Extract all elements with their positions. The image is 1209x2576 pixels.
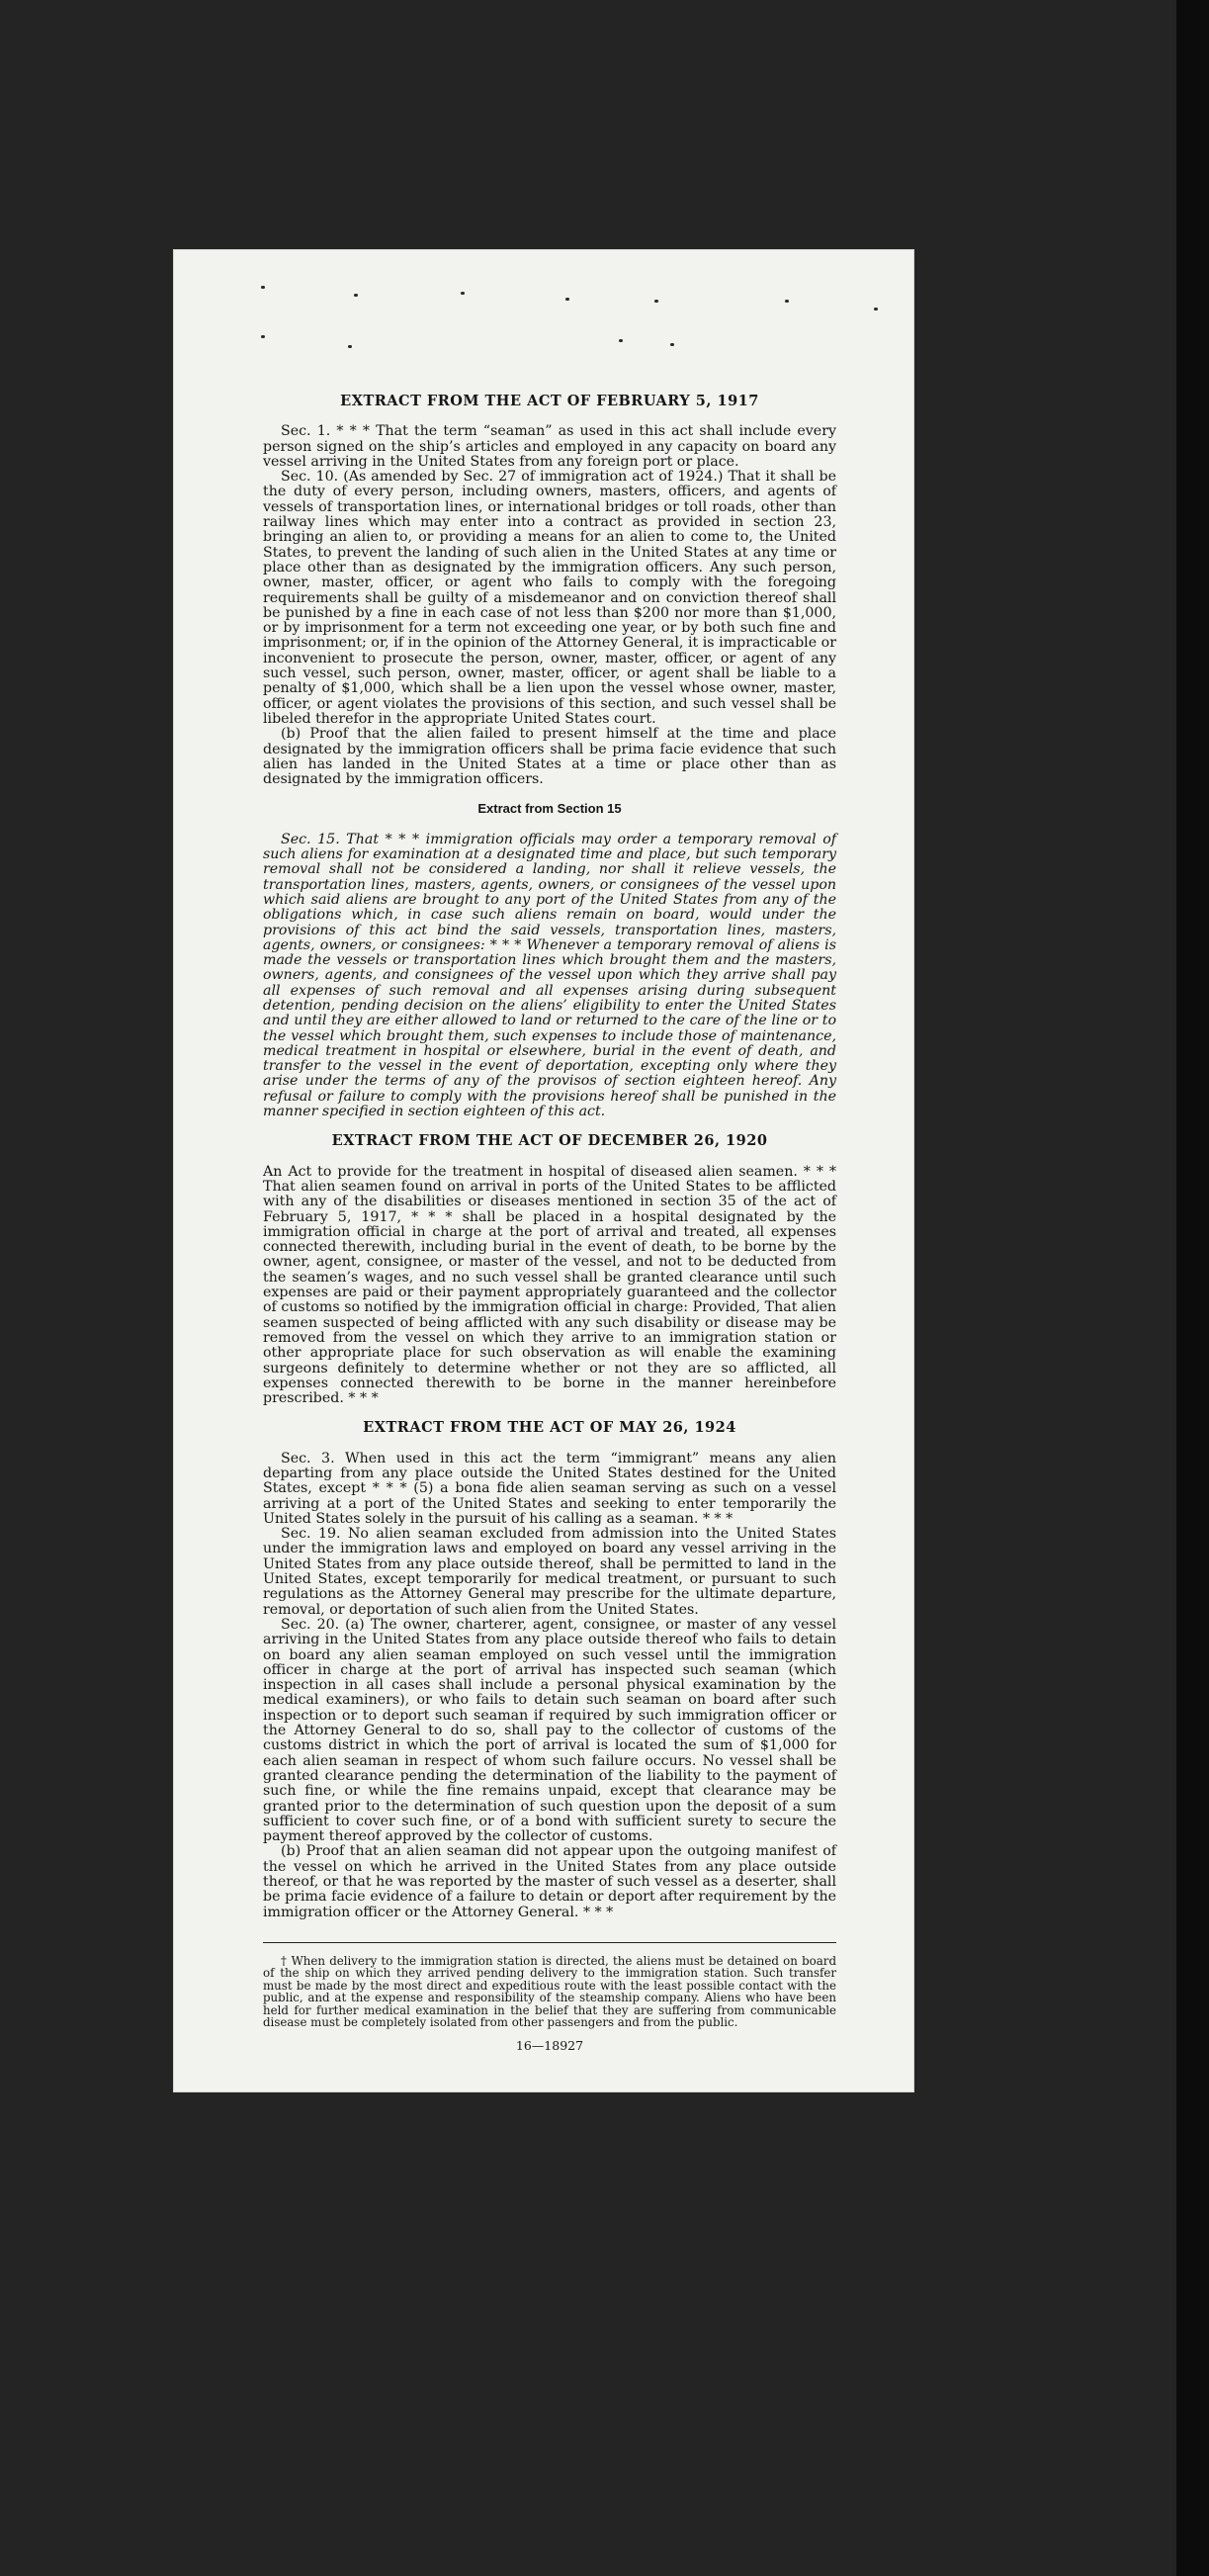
- speck: [348, 345, 352, 348]
- speck: [261, 286, 265, 289]
- paragraph-sec-19: Sec. 19. No alien seaman excluded from admission into the United States under the immigration laws and employed on board any vessel arriving in the United States from any place outside thereof, shall be permitted to land in the United States, except temporarily for medical treatment, or pursuant to such regulations as the Attorney General may prescribe for the ultimate departure, removal, or deportation of such alien from the United States.: [263, 1526, 836, 1618]
- speck: [565, 298, 569, 301]
- paragraph-sec-3: Sec. 3. When used in this act the term “immigrant” means any alien departing from any place outside the United States destined for the United States, except * * * (5) a bona fide alien seaman serving as such on a vessel arriving at a port of the United States and seeking to enter temporarily the United States solely in the pursuit of his calling as a seaman. * * *: [263, 1450, 836, 1527]
- speck: [619, 339, 623, 342]
- speck: [874, 308, 878, 311]
- speck: [354, 294, 358, 297]
- section-heading-1920: EXTRACT FROM THE ACT OF DECEMBER 26, 1920: [331, 1132, 768, 1150]
- speck: [461, 292, 465, 295]
- paragraph-act-1920: An Act to provide for the treatment in hospital of diseased alien seamen. * * * That alien seamen found on arrival in ports of the United States to be afflicted with any of the disabilities or diseases mentioned in section 35 of the act of February 5, 1917, * * * shall be placed in a hospital designated by the immigration official in charge at the port of arrival and treated, all expenses connected therewith, including burial in the event of death, to be borne by the owner, agent, consignee, or master of the vessel, and not to be deducted from the seamen’s wages, and no such vessel shall be granted clearance until such expenses are paid or their payment appropriately guaranteed and the collector of customs so notified by the immigration official in charge: Provided, That alien seamen suspected of being afflicted with any such disability or disease may be removed from the vessel on which they arrive to an immigration station or other appropriate place for such observation as will enable the examining surgeons definitely to determine whether or not they are so afflicted, all expenses connected therewith to be borne in the manner hereinbefore prescribed. * * *: [263, 1163, 836, 1407]
- paragraph-sec-15: Sec. 15. That * * * immigration officials may order a temporary removal of such aliens for examination at a designated time and place, but such temporary removal shall not be considered a landing, nor shall it relieve vessels, the transportation lines, masters, agents, owners, or consignees of the vessel upon which said aliens are brought to any port of the United States from any of the obligations which, in case such aliens remain on board, would under the provisions of this act bind the said vessels, transportation lines, masters, agents, owners, or consignees: * * * Whenever a temporary removal of aliens is made the vessels or transportation lines which brought them and the masters, owners, agents, and consignees of the vessel upon which they arrive shall pay all expenses of such removal and all expenses arising during subsequent detention, pending decision on the aliens’ eligibility to enter the United States and until they are either allowed to land or returned to the care of the line or to the vessel which brought them, such expenses to include those of maintenance, medical treatment in hospital or elsewhere, burial in the event of death, and transfer to the vessel in the event of deportation, excepting only where they arise under the terms of any of the provisos of section eighteen hereof. Any refusal or failure to comply with the provisions hereof shall be punished in the manner specified in section eighteen of this act.: [263, 831, 836, 1120]
- paragraph-sec-10-b: (b) Proof that the alien failed to present himself at the time and place designated by the immigration officers shall be prima facie evidence that such alien has landed in the United States at a time or place other than as designated by the immigration officers.: [263, 726, 836, 788]
- section-heading-1924: EXTRACT FROM THE ACT OF MAY 26, 1924: [363, 1419, 736, 1437]
- print-specks: [174, 250, 913, 379]
- paragraph-sec-1: Sec. 1. * * * That the term “seaman” as used in this act shall include every person signed on the ship’s articles and employed in any capacity on board any vessel arriving in the United States from any foreign port or place.: [263, 423, 836, 470]
- speck: [670, 343, 674, 346]
- scan-border: [1176, 0, 1209, 2576]
- speck: [654, 300, 658, 303]
- speck: [785, 300, 789, 303]
- paragraph-sec-10: Sec. 10. (As amended by Sec. 27 of immigration act of 1924.) That it shall be the duty of every person, including owners, masters, officers, and agents of vessels of transportation lines, or international bridges or toll roads, other than railway lines which may enter into a contract as provided in section 23, bringing an alien to, or providing a means for an alien to come to, the United States, to prevent the landing of such alien in the United States at any time or place other than as designated by the immigration officers. Any such person, owner, master, officer, or agent who fails to comply with the foregoing requirements shall be guilty of a misdemeanor and on conviction thereof shall be punished by a fine in each case of not less than $200 nor more than $1,000, or by imprisonment for a term not exceeding one year, or by both such fine and imprisonment; or, if in the opinion of the Attorney General, it is impracticable or inconvenient to prosecute the person, owner, master, officer, or agent of any such vessel, such person, owner, master, officer, or agent shall be liable to a penalty of $1,000, which shall be a lien upon the vessel whose owner, master, officer, or agent violates the provisions of this section, and such vessel shall be libeled therefor in the appropriate United States court.: [263, 469, 836, 727]
- document-body: [263, 394, 836, 2054]
- subheading-section-15: Extract from Section 15: [477, 801, 622, 817]
- footnote: † When delivery to the immigration station is directed, the aliens must be detained on board of the ship on which they arrived pending delivery to the immigration station. Such transfer must be made by the most direct and expeditious route with the least possible contact with the public, and at the expense and responsibility of the steamship company. Aliens who have been held for further medical examination in the belief that they are suffering from communicable disease must be completely isolated from other passengers and from the public.: [263, 1953, 836, 2029]
- print-code: 16—18927: [515, 2038, 584, 2054]
- document-page: [174, 250, 913, 2091]
- paragraph-sec-20-a: Sec. 20. (a) The owner, charterer, agent, consignee, or master of any vessel arriving in the United States from any place outside thereof who fails to detain on board any alien seaman employed on such vessel until the immigration officer in charge at the port of arrival has inspected such seaman (which inspection in all cases shall include a personal physical examination by the medical examiners), or who fails to detain such seaman on board after such inspection or to deport such seaman if required by such immigration officer or the Attorney General to do so, shall pay to the collector of customs of the customs district in which the port of arrival is located the sum of $1,000 for each alien seaman in respect of whom such failure occurs. No vessel shall be granted clearance pending the determination of the liability to the payment of such fine, or while the fine remains unpaid, except that clearance may be granted prior to the determination of such question upon the deposit of a sum sufficient to cover such fine, or of a bond with sufficient surety to secure the payment thereof approved by the collector of customs.: [263, 1616, 836, 1845]
- speck: [261, 335, 265, 338]
- paragraph-sec-20-b: (b) Proof that an alien seaman did not appear upon the outgoing manifest of the vessel on which he arrived in the United States from any place outside thereof, or that he was reported by the master of such vessel as a deserter, shall be prima facie evidence of a failure to detain or deport after requirement by the immigration officer or the Attorney General. * * *: [263, 1843, 836, 1920]
- footnote-divider: [263, 1942, 836, 1943]
- section-heading-1917: EXTRACT FROM THE ACT OF FEBRUARY 5, 1917: [340, 393, 759, 409]
